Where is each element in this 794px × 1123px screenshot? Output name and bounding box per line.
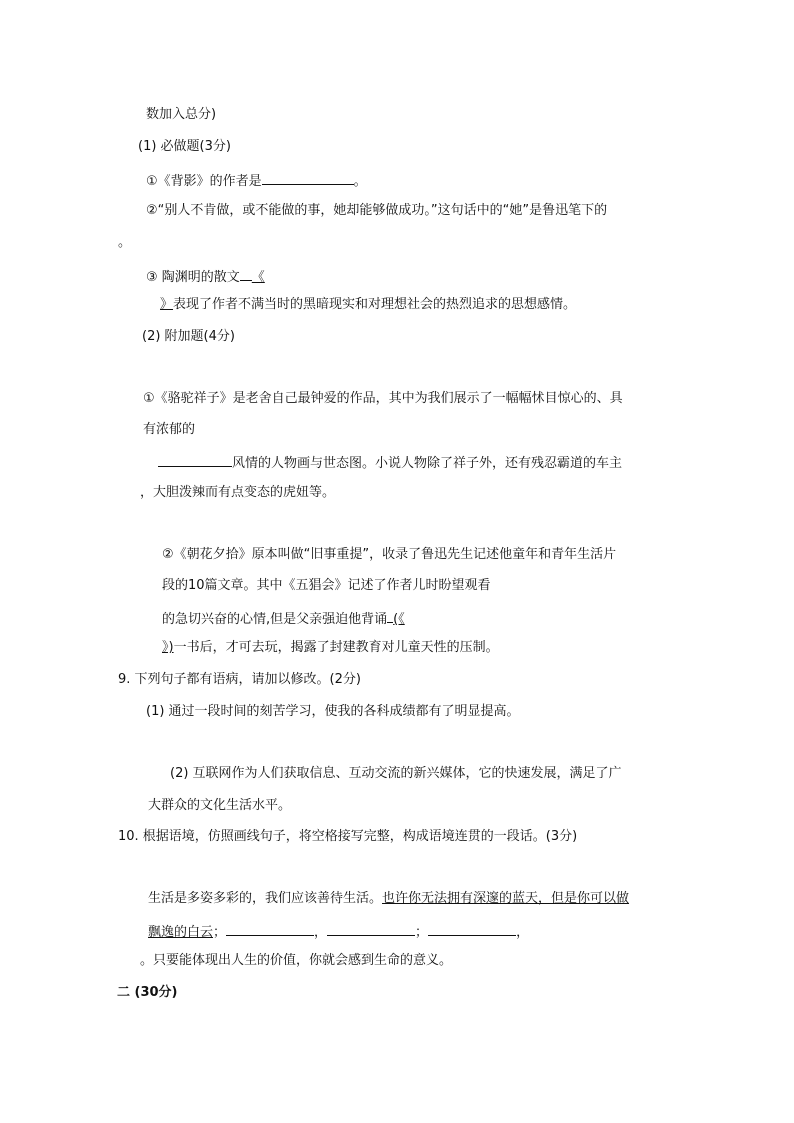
question-item: ②《朝花夕拾》原本叫做“旧事重提”，收录了鲁迅先生记述他童年和青年生活片	[162, 547, 617, 562]
question-item: (2) 互联网作为人们获取信息、互动交流的新兴媒体，它的快速发展，满足了广	[170, 766, 622, 781]
question-item: (1) 通过一段时间的刻苦学习，使我的各科成绩都有了明显提高。	[146, 704, 520, 719]
answer-blank-3[interactable]	[428, 921, 516, 936]
text-line: ，大胆泼辣而有点变态的虎妞等。	[140, 485, 336, 500]
text-line: 有浓郁的	[143, 422, 196, 437]
question-item	[146, 170, 367, 191]
text-line	[160, 296, 576, 314]
section-heading-bonus: (2) 附加题(4分)	[142, 329, 235, 344]
text-line	[162, 639, 499, 657]
question-text: (《	[393, 612, 405, 627]
answer-blank[interactable]	[240, 266, 252, 281]
question-text: 生活是多姿多彩的，我们应该善待生活。	[148, 891, 383, 906]
question-item	[162, 608, 405, 629]
question-text: 》	[160, 297, 174, 312]
text-line: 大群众的文化生活水平。	[148, 798, 292, 813]
question-9-heading: 9. 下列句子都有语病，请加以修改。(2分)	[118, 672, 361, 687]
model-sentence: 飘逸的白云	[148, 925, 214, 940]
question-text: ③ 陶渊明的散文	[146, 270, 240, 285]
text-line: 。	[118, 235, 132, 250]
question-text: 的急切兴奋的心情,但是父亲强迫他背诵	[162, 612, 388, 627]
question-10-heading: 10. 根据语境，仿照画线句子，将空格接写完整，构成语境连贯的一段话。(3分)	[118, 829, 578, 844]
question-item	[158, 452, 622, 473]
text-line: 。只要能体现出人生的价值，你就会感到生命的意义。	[140, 953, 453, 968]
section-heading-part-2: 二 (30分)	[117, 985, 178, 1000]
question-item	[148, 890, 629, 908]
question-text: 风情的人物画与世态图。小说人物除了祥子外，还有残忍霸道的车主	[232, 456, 623, 471]
question-item	[148, 921, 529, 942]
answer-blank-1[interactable]	[226, 921, 314, 936]
question-text: ；	[213, 925, 227, 940]
question-text: ，	[516, 925, 530, 940]
question-text: ；	[415, 925, 429, 940]
question-text: 一书后，才可去玩，揭露了封建教育对儿童天性的压制。	[173, 640, 499, 655]
question-item: ①《骆驼祥子》是老舍自己最钟爱的作品，其中为我们展示了一幅幅怵目惊心的、具	[143, 391, 623, 406]
model-sentence: 也许你无法拥有深邃的蓝天，但是你可以做	[382, 891, 630, 906]
question-text: 。	[353, 174, 367, 189]
question-item: ②“别人不肯做，或不能做的事，她却能够做成功。”这句话中的“她”是鲁迅笔下的	[146, 203, 608, 218]
question-text: ①《背影》的作者是	[146, 174, 262, 189]
answer-blank[interactable]	[158, 452, 232, 467]
text-line: 段的10篇文章。其中《五猖会》记述了作者儿时盼望观看	[162, 578, 491, 593]
question-text: 表现了作者不满当时的黑暗现实和对理想社会的热烈追求的思想感情。	[173, 297, 577, 312]
answer-blank[interactable]	[262, 170, 354, 185]
answer-blank-2[interactable]	[327, 921, 415, 936]
question-text: 《	[251, 270, 265, 285]
question-text: 》)	[162, 640, 174, 655]
question-text: ，	[314, 925, 328, 940]
section-heading-required: (1) 必做题(3分)	[138, 139, 231, 154]
text-line: 数加入总分)	[146, 107, 217, 122]
question-item	[146, 266, 265, 287]
